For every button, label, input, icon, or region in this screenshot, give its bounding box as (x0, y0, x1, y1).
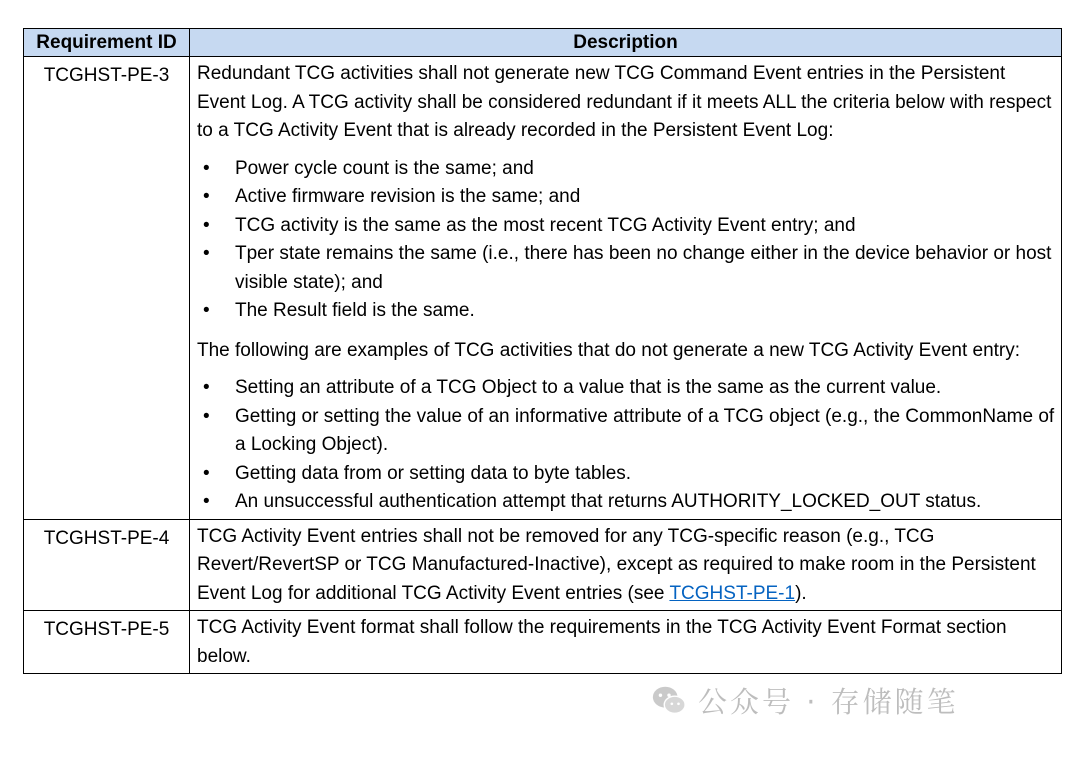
requirement-id-cell: TCGHST-PE-3 (24, 57, 190, 520)
description-cell (190, 611, 1062, 674)
description-paragraph: TCG Activity Event format shall follow the requirements in the TCG Activity Event Format section below. (197, 617, 1007, 667)
header-description: Description (190, 29, 1062, 57)
table-row (24, 57, 1062, 520)
list-item: • Active firmware revision is the same; and (197, 183, 1055, 212)
bullet-icon: • (203, 243, 210, 264)
list-item: • Setting an attribute of a TCG Object to a value that is the same as the current value. (197, 374, 1055, 403)
list-item: • The Result field is the same. (197, 297, 1055, 326)
list-item: • TCG activity is the same as the most recent TCG Activity Event entry; and (197, 212, 1055, 241)
table-header-row (24, 29, 1062, 57)
description-paragraph: Redundant TCG activities shall not generate new TCG Command Event entries in the Persistent Event Log. A TCG activity shall be considered redundant if it meets ALL the criteria below with respect to a TCG Activity Event that is already recorded in the Persistent Event Log: (197, 63, 1052, 141)
description-cell (190, 57, 1062, 520)
requirement-id-cell: TCGHST-PE-4 (24, 519, 190, 611)
list-item: • An unsuccessful authentication attempt that returns AUTHORITY_LOCKED_OUT status. (197, 488, 1055, 517)
header-requirement-id: Requirement ID (24, 29, 190, 57)
table-row (24, 519, 1062, 611)
requirement-id-cell: TCGHST-PE-5 (24, 611, 190, 674)
list-item: • Getting data from or setting data to byte tables. (197, 460, 1055, 489)
description-cell (190, 519, 1062, 611)
watermark-text: 公众号 · 存储随笔 (698, 684, 959, 719)
table-row (24, 611, 1062, 674)
description-paragraph: TCG Activity Event entries shall not be removed for any TCG-specific reason (e.g., TCG Revert/RevertSP or TCG Manufactured-Inactive), except as required to make room in the Persistent Event Log for additional TCG Activity Event entries (see TCGHST-PE-1). (197, 525, 1036, 604)
bullet-icon: • (203, 377, 210, 398)
requirements-table (23, 28, 1062, 674)
wechat-icon (650, 681, 688, 719)
bullet-icon: • (203, 491, 210, 512)
bullet-icon: • (203, 214, 210, 236)
list-item: • Power cycle count is the same; and (197, 155, 1055, 184)
bullet-icon: • (203, 405, 210, 427)
criteria-list (197, 155, 1055, 326)
bullet-icon: • (203, 157, 210, 179)
bullet-icon: • (203, 300, 210, 321)
tcghst-pe-1-link[interactable]: TCGHST-PE-1 (669, 582, 796, 604)
bullet-icon: • (203, 186, 210, 207)
watermark (650, 677, 1045, 723)
description-paragraph: The following are examples of TCG activities that do not generate a new TCG Activity Event entry: (197, 339, 1021, 361)
list-item: • Getting or setting the value of an informative attribute of a TCG object (e.g., the CommonName of a Locking Object). (197, 403, 1055, 460)
list-item: • Tper state remains the same (i.e., there has been no change either in the device behavior or host visible state); and (197, 240, 1055, 297)
examples-list (197, 374, 1055, 517)
bullet-icon: • (203, 462, 210, 484)
